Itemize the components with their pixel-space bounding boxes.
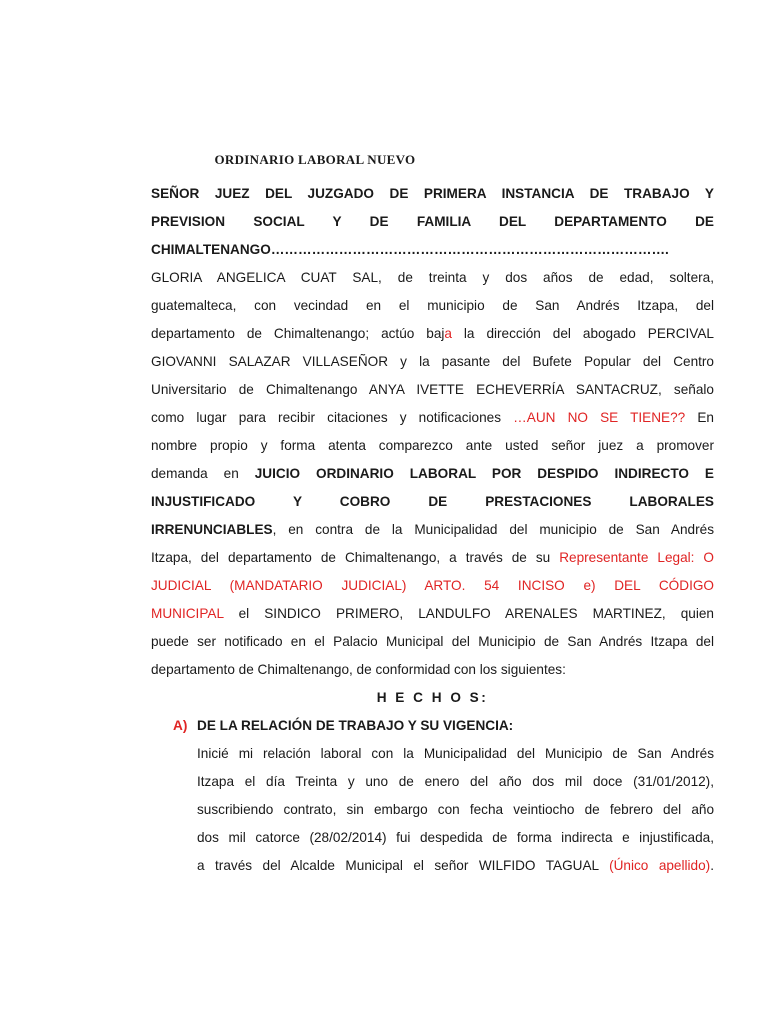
intro-line-3 — [151, 320, 714, 348]
intro-line-15: departamento de Chimaltenango, de conformidad con los siguientes: — [151, 662, 566, 677]
intro-line-2: guatemalteca, con vecindad en el municipio de San Andrés Itzapa, del — [151, 298, 714, 313]
intro-line-1: GLORIA ANGELICA CUAT SAL, de treinta y dos años de edad, soltera, — [151, 270, 714, 285]
intro-line-4: GIOVANNI SALAZAR VILLASEÑOR y la pasante del Bufete Popular del Centro — [151, 354, 714, 369]
intro-line-8-bold: JUICIO ORDINARIO LABORAL POR DESPIDO INDIRECTO E — [254, 466, 714, 481]
intro-line-12: JUDICIAL (MANDATARIO JUDICIAL) ARTO. 54 INCISO e) DEL CÓDIGO — [151, 578, 714, 593]
section-a-heading — [173, 712, 513, 740]
intro-line-13 — [151, 600, 714, 628]
section-a-line-1: Inicié mi relación laboral con la Municipalidad del Municipio de San Andrés — [197, 746, 714, 761]
intro-line-11-highlight: Representante Legal: O — [559, 550, 715, 565]
section-a-line-5-c: . — [710, 858, 714, 873]
addressee-line-3: CHIMALTENANGO……………………………………………………………………………. — [151, 242, 669, 257]
intro-line-11 — [151, 544, 714, 572]
section-a-line-5-highlight: (Único apellido) — [609, 858, 711, 873]
intro-line-6-highlight: …AUN NO SE TIENE?? — [513, 410, 686, 425]
section-a-line-5-a: a través del Alcalde Municipal el señor WILFIDO TAGUAL — [197, 858, 610, 873]
addressee-line-2: PREVISION SOCIAL Y DE FAMILIA DEL DEPARTAMENTO DE — [151, 214, 714, 229]
intro-line-10-bold: IRRENUNCIABLES — [151, 522, 273, 537]
section-a-line-5 — [197, 852, 714, 880]
section-a-line-4: dos mil catorce (28/02/2014) fui despedida de forma indirecta e injustificada, — [197, 830, 714, 845]
intro-line-10 — [151, 516, 714, 544]
section-a-title: DE LA RELACIÓN DE TRABAJO Y SU VIGENCIA: — [197, 718, 514, 733]
intro-line-8 — [151, 460, 714, 488]
section-a-marker: A) — [173, 718, 188, 733]
intro-line-13-b: el SINDICO PRIMERO, LANDULFO ARENALES MARTINEZ, quien — [223, 606, 714, 621]
intro-line-3-highlight: a — [444, 326, 452, 341]
section-a-line-2: Itzapa el día Treinta y uno de enero del año dos mil doce (31/01/2012), — [197, 774, 714, 789]
intro-line-13-highlight: MUNICIPAL — [151, 606, 224, 621]
intro-line-3-c: la dirección del abogado PERCIVAL — [451, 326, 714, 341]
intro-line-10-b: , en contra de la Municipalidad del municipio de San Andrés — [272, 522, 714, 537]
intro-line-6-a: como lugar para recibir citaciones y notificaciones — [151, 410, 514, 425]
section-a-body — [197, 740, 714, 880]
intro-line-8-a: demanda en — [151, 466, 255, 481]
intro-line-7: nombre propio y forma atenta comparezco ante usted señor juez a promover — [151, 438, 714, 453]
intro-line-6 — [151, 404, 714, 432]
intro-line-9: INJUSTIFICADO Y COBRO DE PRESTACIONES LABORALES — [151, 494, 714, 509]
intro-line-14: puede ser notificado en el Palacio Municipal del Municipio de San Andrés Itzapa del — [151, 634, 714, 649]
intro-line-11-a: Itzapa, del departamento de Chimaltenango, a través de su — [151, 550, 560, 565]
intro-line-3-a: departamento de Chimaltenango; actúo baj — [151, 326, 445, 341]
addressee-line-1: SEÑOR JUEZ DEL JUZGADO DE PRIMERA INSTANCIA DE TRABAJO Y — [151, 186, 714, 201]
hechos-heading: H E C H O S: — [376, 690, 489, 705]
document-body — [151, 180, 714, 684]
document-title: ORDINARIO LABORAL NUEVO — [214, 152, 416, 167]
section-a-line-3: suscribiendo contrato, sin embargo con fecha veintiocho de febrero del año — [197, 802, 714, 817]
intro-line-6-c: En — [685, 410, 714, 425]
intro-line-5: Universitario de Chimaltenango ANYA IVETTE ECHEVERRÍA SANTACRUZ, señalo — [151, 382, 714, 397]
